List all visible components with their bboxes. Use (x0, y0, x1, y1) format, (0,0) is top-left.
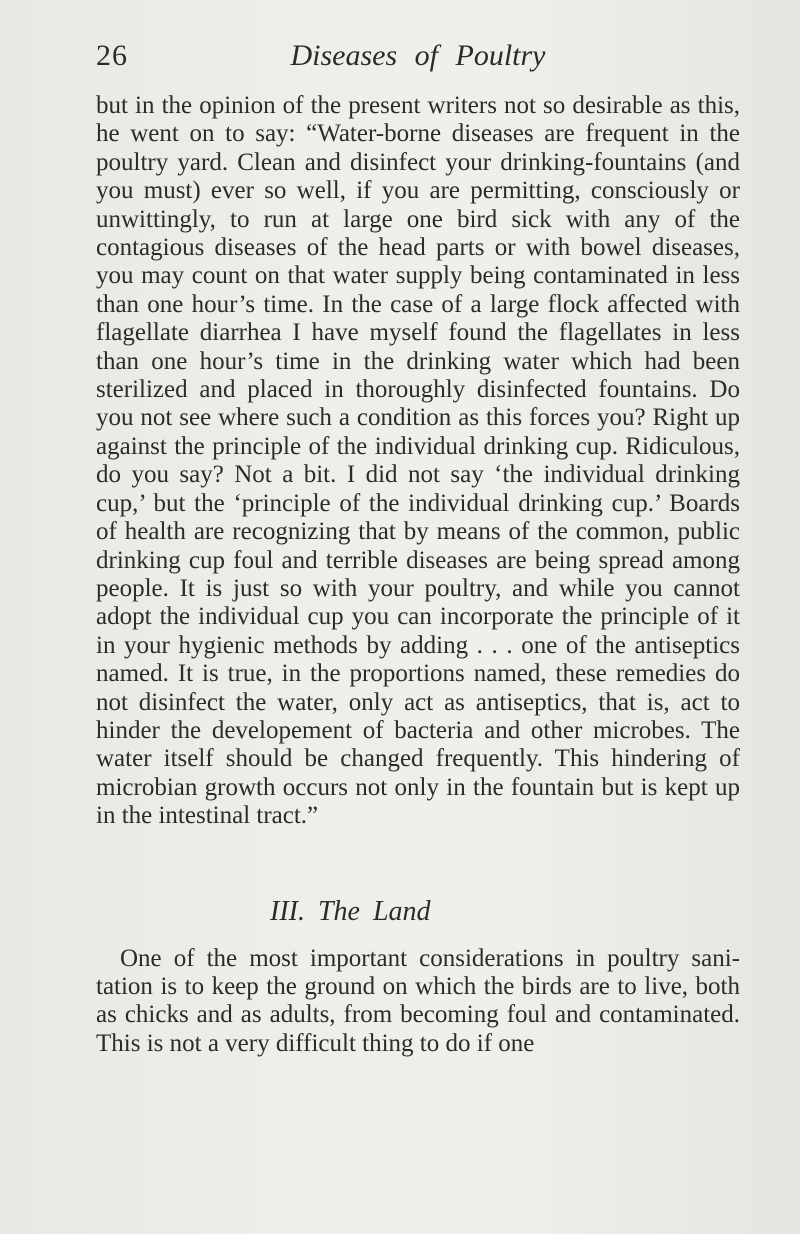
section-heading: III. The Land (270, 895, 431, 927)
page-number: 26 (96, 39, 128, 72)
running-title: Diseases of Poultry (290, 39, 546, 72)
body-paragraph-1: but in the opinion of the present writers not so desirable as this, he went on to say: “Water-borne diseases are frequent in the poultry yard. Clean and disinfect your drinking-fountains (and you must) ever so well, if you are permitting, consciously or unwittingly, to run at large one bird sick with any of the contagious diseases of the head parts or with bowel diseases, you may count on that water supply being contaminated in less than one hour’s time. In the case of a large flock affected with flagellate diarrhea I have myself found the flagellates in less than one hour’s time in the drinking water which had been sterilized and placed in thoroughly disinfected fountains. Do you not see where such a condition as this forces you? Right up against the principle of the individual drinking cup. Ridiculous, do you say? Not a bit. I did not say ‘the individual drinking cup,’ but the ‘principle of the individual drinking cup.’ Boards of health are recognizing that by means of the common, public drinking cup foul and terrible diseases are being spread among people. It is just so with your poultry, and while you cannot adopt the individual cup you can incorporate the principle of it in your hygienic methods by adding . . . one of the antiseptics named. It is true, in the proportions named, these remedies do not disinfect the water, only act as antiseptics, that is, act to hinder the developement of bacteria and other microbes. The water itself should be changed frequently. This hindering of microbian growth occurs not only in the fountain but is kept up in the intestinal tract.” (96, 92, 740, 830)
running-head (96, 36, 740, 92)
body-paragraph-2: One of the most important considerations in poultry sanitation is to keep the ground on which the birds are to live, both as chicks and as adults, from becoming foul and contaminated. This is not a very difficult thing to do if one (96, 944, 740, 1057)
